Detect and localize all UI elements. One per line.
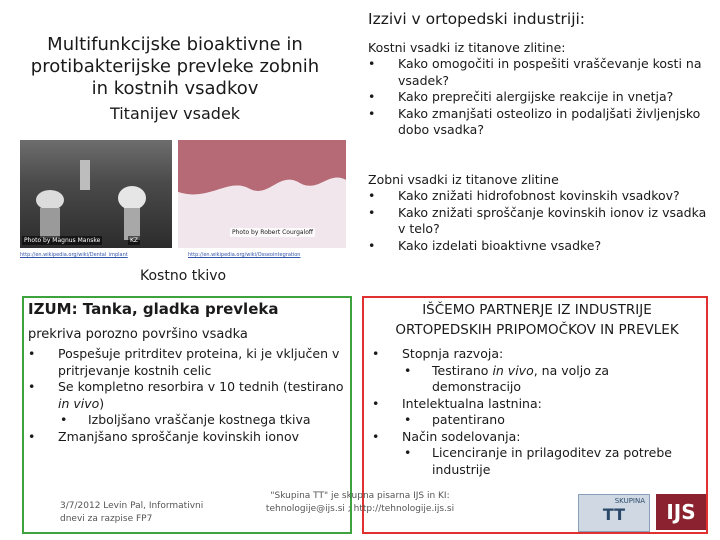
- photo1-credit: Photo by Magnus Manske: [24, 237, 101, 244]
- bone-implants-list: [368, 56, 708, 139]
- item-text: Se kompletno resorbira v 10 tednih (testirano: [58, 379, 344, 394]
- dental-section: [368, 172, 708, 254]
- bone-implants-intro: Kostni vsadki iz titanove zlitine:: [368, 40, 566, 55]
- invention-list: [28, 346, 346, 445]
- list-item: • Kako omogočiti in pospešiti vraščevanje kosti na vsadek?: [368, 56, 708, 89]
- list-item: • Kako znižati hidrofobnost kovinskih vsadkov?: [368, 188, 708, 205]
- partners-title: IŠČEMO PARTNERJE IZ INDUSTRIJE ORTOPEDSKIH PRIPOMOČKOV IN PREVLEK: [395, 302, 679, 338]
- item-italic: in vivo: [58, 395, 100, 411]
- list-subitem: • patentirano: [372, 412, 702, 429]
- list-subitem: [372, 363, 702, 396]
- invention-subtitle: prekriva porozno površino vsadka: [28, 327, 248, 342]
- tissue-photo: [178, 140, 346, 248]
- item-text-end: ): [99, 395, 105, 411]
- xray-photo: [20, 140, 172, 248]
- list-item: • Kako izdelati bioaktivne vsadke?: [368, 238, 708, 255]
- list-subitem: • Licenciranje in prilagoditev za potrebe industrije: [372, 445, 702, 478]
- photo2-source-link[interactable]: http://en.wikipedia.org/wiki/Osseointegration: [188, 252, 301, 258]
- list-item: • Kako znižati sproščanje kovinskih ionov iz vsadka v telo?: [368, 205, 708, 238]
- list-item: • Pospešuje pritrditev proteina, ki je vključen v pritrjevanje kostnih celic: [28, 346, 346, 379]
- logo-tt-mark: TT: [602, 505, 626, 524]
- subitem-italic: in vivo: [492, 362, 534, 378]
- challenges-section: [368, 10, 708, 139]
- challenges-heading: Izzivi v ortopedski industriji:: [368, 10, 586, 28]
- photo1-source-link[interactable]: http://en.wikipedia.org/wiki/Dental_implant: [20, 252, 128, 258]
- partners-list: [372, 346, 702, 478]
- photo2-credit: Photo by Robert Courgaloff: [232, 229, 314, 236]
- list-item: • Stopnja razvoja:: [372, 346, 702, 363]
- footer-contact: "Skupina TT" je skupna pisarna IJS in KI: tehnologije@ijs.si ; http://tehnologije.ijs.si: [265, 491, 455, 514]
- list-item: • Kako preprečiti alergijske reakcije in vnetja?: [368, 89, 708, 106]
- list-item: • Način sodelovanja:: [372, 429, 702, 446]
- dental-implants-list: [368, 188, 708, 254]
- skupina-tt-logo: [578, 494, 650, 532]
- list-item: • Kako zmanjšati osteolizo in podaljšati življenjsko dobo vsadka?: [368, 106, 708, 139]
- logo-tt-label: SKUPINA: [614, 497, 645, 505]
- dental-implants-intro: Zobni vsadki iz titanove zlitine: [368, 172, 559, 187]
- subitem-text-end: , na voljo za demonstracijo: [432, 362, 610, 394]
- list-subitem: • Izboljšano vraščanje kostnega tkiva: [28, 412, 346, 429]
- footer-date: 3/7/2012 Levin Pal, Informativni dnevi za razpise FP7: [60, 501, 204, 524]
- photo1-badge: KZ: [130, 237, 139, 244]
- invention-title: IZUM: Tanka, gladka prevleka: [28, 300, 279, 318]
- ijs-logo: IJS: [656, 494, 706, 530]
- implant-subtitle: Titanijev vsadek: [109, 104, 241, 123]
- bone-tissue-label: Kostno tkivo: [140, 268, 227, 284]
- slide-title: Multifunkcijske bioaktivne in protibakterijske prevleke zobnih in kostnih vsadkov: [30, 34, 320, 99]
- subitem-text: Testirano: [432, 362, 493, 378]
- list-item: [28, 379, 346, 412]
- xray-illustration: [20, 140, 172, 248]
- list-item: • Intelektualna lastnina:: [372, 396, 702, 413]
- list-item: • Zmanjšano sproščanje kovinskih ionov: [28, 429, 346, 446]
